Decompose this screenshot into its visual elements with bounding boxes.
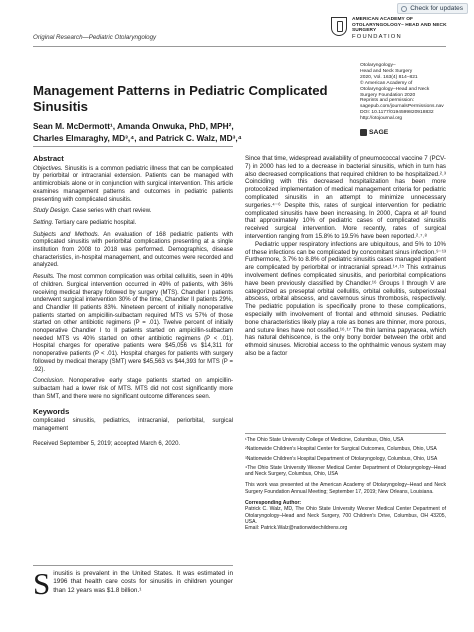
intro-paragraph [33, 566, 233, 601]
body-right [245, 155, 446, 358]
header-rule [33, 46, 446, 47]
author-list [33, 121, 333, 144]
doi-link[interactable]: DOI: 10.1177/0194599820918832 [360, 110, 434, 116]
abstract-rule [33, 146, 233, 147]
body-paragraph: Pediatric upper respiratory infections are ubiquitous, and 5% to 10% of these infections can be complicated by concomitant sinus infection.⁹⁻¹³ Furthermore, 3.7% to 8.8% of pediatric sinusitis cases managed inpatient are complicated by periorbital or intracranial spread.¹⁴˒¹⁵ This extrainus involvement defines complicated sinusitis, and periorbital complications have been previously classified by Chandler.¹⁶ Groups I through V are categorized as preseptal orbital cellulitis, orbital cellulitis, subperiosteal abscess, orbital abscess, and cavernous sinus thrombosis, respectively. The pediatric population is specifically prone to these complications, especially with involvement of frontal and ethmoid sinuses. Pediatric bone characteristics likely play a role as bones are thinner, more porous, and suture lines have not ossified.¹⁶˒¹⁷ The thin lamina papyracea, which has natural dehiscence, is the only bony border between the orbit and ethmoid sinuses. Microbial access to the ophthalmic venous system may also be a factor [245, 240, 446, 357]
body-paragraph: Since that time, widespread availability of pneumococcal vaccine 7 (PCV-7) in 2000 has led to a decrease in bacterial sinusitis, which in turn has also decreased complications that required children to be hospitalized.²˒³ Coinciding with this decreased hospitalization has been more protocolized implementation of medical management criteria for pediatric complicated sinusitis in an attempt to minimize unnecessary surgeries.⁴⁻⁶ Despite this, rates of surgical intervention for pediatric complicated sinusitis have been increasing. In 2000, Capra et al² found that approximately 10% of pediatric cases of complicated sinusitis received surgical intervention. More recently, rates of surgical intervention ranging from 15.8% to 19.5% have been reported.²˒⁷˒⁸ [245, 155, 446, 240]
presentation-note: This work was presented at the American Academy of Otolaryngology–Head and Neck Surgery Foundation Annual Meeting; September 17, 2019; New Orleans, Louisiana. [245, 482, 446, 495]
abstract-design [33, 208, 233, 216]
section-header: Original Research—Pediatric Otolaryngology [33, 34, 157, 41]
affiliation-footnote: ⁴The Ohio State University Wexner Medical Center Department of Otolaryngology–Head and Neck Surgery, Columbus, Ohio, USA [245, 464, 446, 478]
publisher-org: AMERICAN ACADEMY OF OTOLARYNGOLOGY– HEAD AND NECK SURGERY [352, 17, 447, 34]
abstract-heading: Abstract [33, 154, 64, 163]
setting-text: Tertiary care pediatric hospital. [53, 219, 137, 226]
authors-line: Charles Elmaraghy, MD³,⁴, and Patrick C. Walz, MD³,⁴ [33, 132, 242, 143]
abstract-setting [33, 220, 233, 228]
permissions-link[interactable]: sagepub.com/journalsPermissions.nav [360, 104, 444, 110]
objectives-label: Objectives. [33, 165, 63, 172]
abstract-objectives [33, 166, 233, 205]
update-circle-icon [401, 6, 407, 12]
corresponding-email-link[interactable]: Email: Patrick.Walz@nationwidechildrens.org [245, 525, 348, 532]
publisher-foundation: FOUNDATION [352, 34, 402, 40]
design-text: Case series with chart review. [70, 208, 152, 215]
keywords-text: complicated sinusitis, pediatrics, intracranial, periorbital, surgical management [33, 418, 233, 432]
abstract-methods [33, 232, 233, 271]
authors-line: Sean M. McDermott¹, Amanda Onwuka, PhD, MPH², [33, 121, 234, 131]
intro-text: inusitis is prevalent in the United States. It was estimated in 1996 that health care costs for sinusitis in children younger than 12 years was $1.8 billion.¹ [53, 570, 233, 594]
sage-label: SAGE [369, 129, 389, 136]
check-for-updates-badge[interactable] [397, 3, 468, 14]
sage-logo [360, 129, 388, 136]
journal-url-link[interactable]: http://otojournal.org [360, 116, 403, 122]
received-date: Received September 5, 2019; accepted March 6, 2020. [33, 440, 181, 447]
journal-line: Reprints and permission: [360, 98, 415, 104]
design-label: Study Design. [33, 208, 71, 215]
abstract-results [33, 274, 233, 374]
corresponding-author: Patrick C. Walz, MD, The Ohio State University Wexner Medical Center Department of Otolaryngology–Head and Neck Surgery, 700 Children's Drive, Columbus, OH 43205, USA. [245, 506, 446, 525]
abstract-conclusion [33, 378, 233, 401]
journal-line: Otolaryngology– [360, 63, 396, 68]
journal-line: Otolaryngology–Head and Neck [360, 86, 430, 92]
academy-logo-icon [331, 17, 347, 36]
article-title: Management Patterns in Pediatric Complicated Sinusitis [33, 83, 328, 114]
keywords-heading: Keywords [33, 407, 70, 417]
intro-rule [33, 565, 233, 566]
affiliation-footnote: ³Nationwide Children's Hospital Department of Otolaryngology, Columbus, Ohio, USA [245, 455, 438, 462]
footnote-rule [245, 433, 446, 434]
methods-label: Subjects and Methods. [33, 231, 100, 238]
results-label: Results. [33, 274, 55, 281]
check-for-updates-label: Check for updates [410, 5, 463, 12]
affiliation-footnote: ¹The Ohio State University College of Medicine, Columbus, Ohio, USA [245, 437, 404, 443]
setting-label: Setting. [33, 219, 54, 226]
drop-cap: S [33, 566, 51, 601]
journal-line: Surgery Foundation 2020 [360, 92, 416, 98]
conclusion-label: Conclusion. [33, 378, 65, 385]
objectives-text: Sinusitis is a common pediatric illness that can be complicated by periorbital or intracranial extension. Patients can be managed with antimicrobials alone or in conjunction with surgical intervention. This article examines management patterns and outcomes in pediatric patients presenting with complicated sinusitis. [33, 165, 233, 203]
methods-text: An evaluation of 168 pediatric patients with complicated sinusitis with periorbital complications presenting at a single institution from 2008 to 2018 was performed. Demographics, disease characteristics, in-hospital management, and outcomes were recorded and analyzed. [33, 231, 233, 269]
journal-line: Head and Neck Surgery [360, 68, 413, 74]
sage-mark-icon [360, 129, 367, 136]
abstract-block [33, 155, 233, 448]
results-text: The most common complication was orbital cellulitis, seen in 49% of children. Surgical intervention occurred in 49% of patients, with 36% receiving medical therapy followed by surgery (MTS). Chandler I patients underwent surgical intervention 30% of the time, Chandler II patients 29%, and Chandler III patients 83%. Nineteen percent of initially nonoperative patients started on ampicillin-sulbactam required MTS vs 57% of those started on other antibiotic regimens (P = .01). Twelve percent of initially nonoperative Chandler I to II patients started on ampicillin-sulbactam needed MTS vs 40% started on other antibiotic regimens (P < .01). Hospital charges for operative patients were $45,056 vs $14,311 for nonoperative patients (P < .01). Hospital charges for patients with surgery followed by medical therapy (SMT) were $45,563 vs $44,393 for MTS (P = .92). [33, 274, 233, 373]
journal-line: 2020, Vol. 163(4) 814–821 [360, 74, 418, 80]
corresponding-heading: Corresponding Author: [245, 500, 302, 507]
footnotes [245, 437, 446, 532]
conclusion-text: Nonoperative early stage patients started on ampicillin-sulbactam had a lower risk of MTS. MTS did not cost significantly more than SMT, and there were no significant outcome differences seen. [33, 378, 233, 400]
journal-meta [360, 63, 470, 122]
affiliation-footnote: ²Nationwide Children's Hospital Center for Surgical Outcomes, Columbus, Ohio, USA [245, 446, 437, 453]
journal-line: © American Academy of [360, 80, 413, 86]
